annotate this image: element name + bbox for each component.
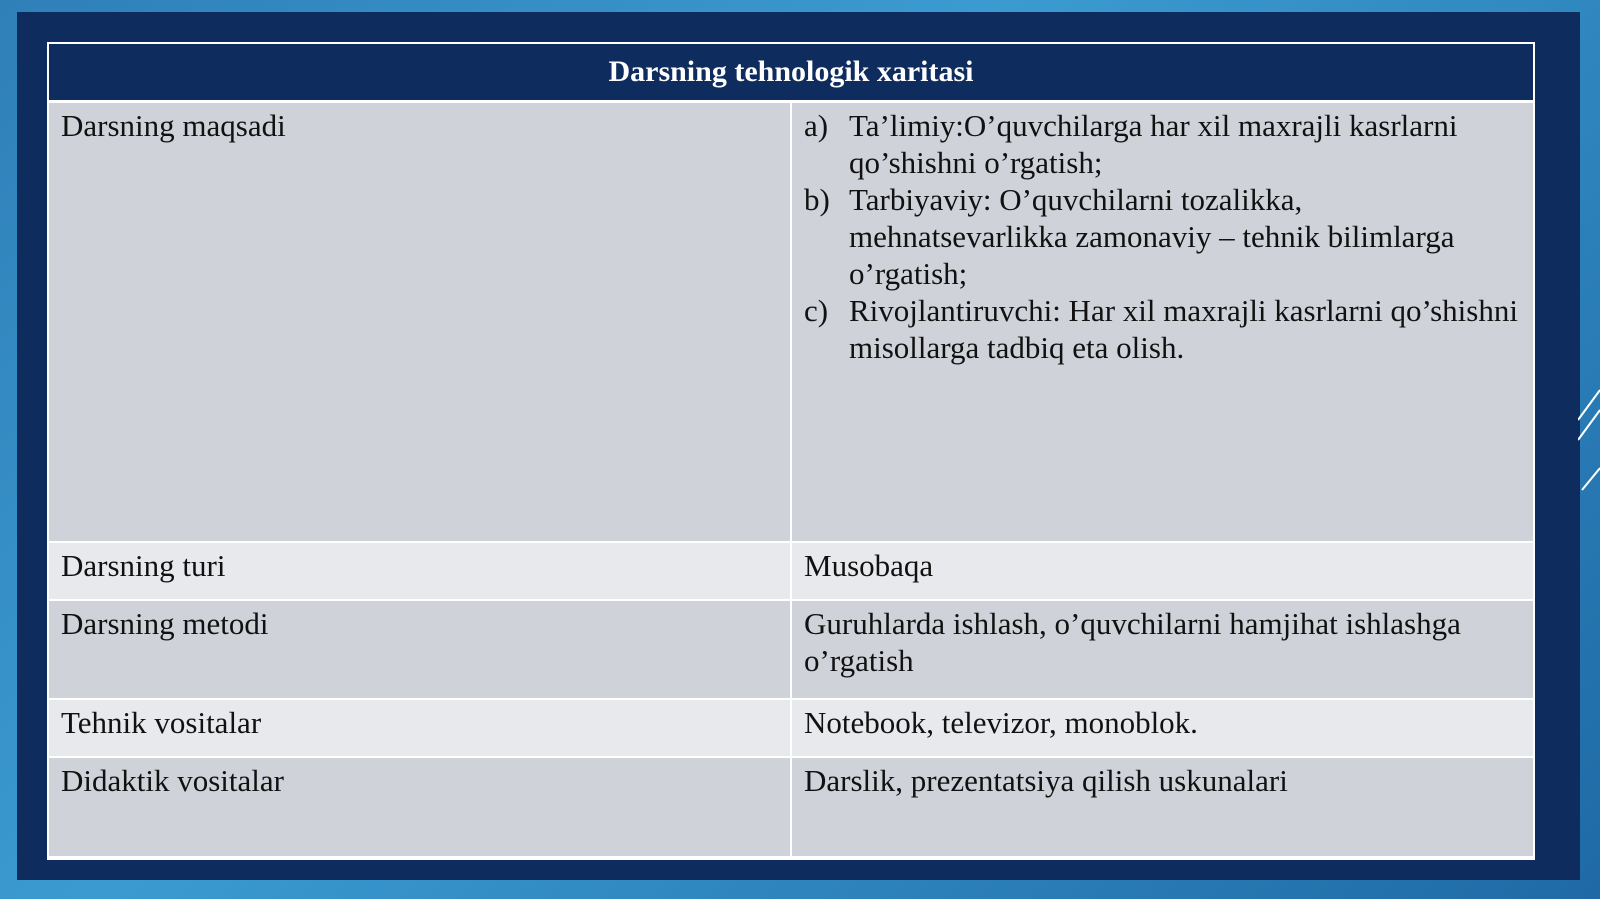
goal-list-item: [804, 107, 1521, 181]
table-title: Darsning tehnologik xaritasi: [49, 44, 1533, 102]
goal-list-item: [804, 292, 1521, 366]
type-label: Darsning turi: [49, 542, 791, 600]
decorative-accent-lines: [1578, 380, 1600, 520]
method-value: Guruhlarda ishlash, o’quvchilarni hamjihat ishlashga o’rgatish: [791, 600, 1533, 698]
goal-item-text: Rivojlantiruvchi: Har xil maxrajli kasrlarni qo’shishni misollarga tadbiq eta olish.: [849, 293, 1518, 365]
goal-item-marker: a): [804, 108, 829, 143]
goal-item-text: Tarbiyaviy: O’quvchilarni tozalikka, mehnatsevarlikka zamonaviy – tehnik bilimlarga o’rgatish;: [849, 182, 1455, 291]
didactic-tools-label: Didaktik vositalar: [49, 757, 791, 857]
goal-value: [791, 102, 1533, 543]
table-row-goal: [49, 102, 1533, 543]
goal-item-text: Ta’limiy:O’quvchilarga har xil maxrajli kasrlarni qo’shishni o’rgatish;: [849, 108, 1458, 180]
technical-tools-value: Notebook, televizor, monoblok.: [791, 699, 1533, 757]
table-header-row: [49, 44, 1533, 102]
lesson-map-table: [49, 44, 1533, 858]
table-row-type: [49, 542, 1533, 600]
goal-item-marker: c): [804, 293, 829, 328]
goal-item-marker: b): [804, 182, 830, 217]
didactic-tools-value: Darslik, prezentatsiya qilish uskunalari: [791, 757, 1533, 857]
goal-label: Darsning maqsadi: [49, 102, 791, 543]
table-row-method: [49, 600, 1533, 698]
technical-tools-label: Tehnik vositalar: [49, 699, 791, 757]
type-value: Musobaqa: [791, 542, 1533, 600]
goal-list-item: [804, 181, 1521, 292]
goal-list: [804, 107, 1521, 366]
table-row-didactic-tools: [49, 757, 1533, 857]
lesson-map-table-wrapper: [47, 42, 1535, 860]
table-row-technical-tools: [49, 699, 1533, 757]
method-label: Darsning metodi: [49, 600, 791, 698]
